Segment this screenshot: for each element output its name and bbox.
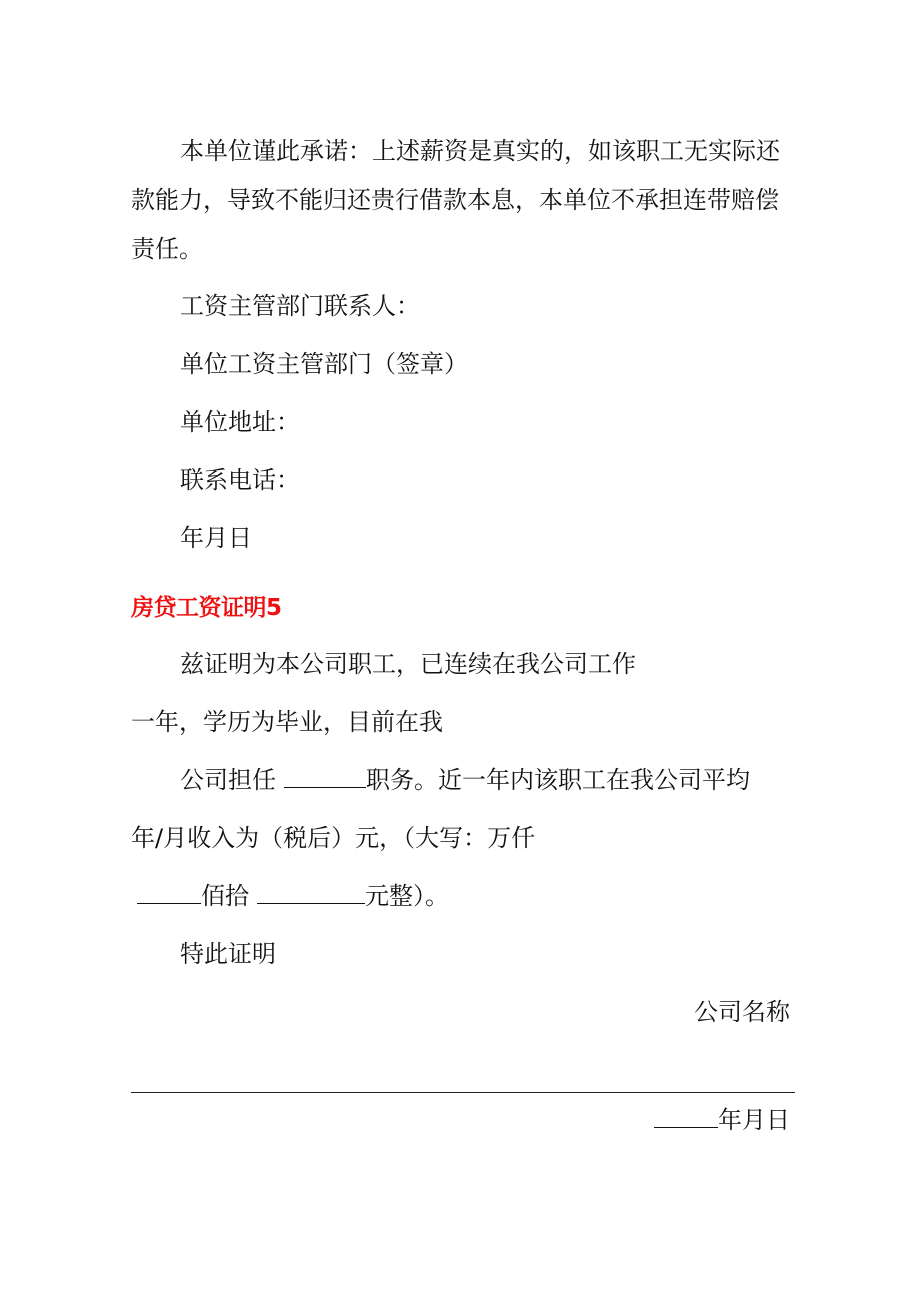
section-title: 房贷工资证明5 [131, 595, 282, 621]
cert-line-3-start: 公司担任 [180, 766, 276, 794]
commitment-line-1: 本单位谨此承诺：上述薪资是真实的，如该职工无实际还 [180, 137, 780, 165]
cert-line-5 [137, 880, 449, 912]
amount-blank [257, 881, 365, 904]
address-label: 单位地址： [180, 408, 300, 436]
position-blank [284, 765, 366, 788]
cert-line-4: 年/月收入为（税后）元，（大写：万仟 [131, 824, 536, 852]
date-line-2 [654, 1104, 790, 1136]
company-name-label: 公司名称 [694, 998, 790, 1026]
phone-label: 联系电话： [180, 466, 300, 494]
cert-line-3-end: 职务。近一年内该职工在我公司平均 [366, 766, 750, 794]
special-statement: 特此证明 [180, 940, 276, 968]
dept-seal-label: 单位工资主管部门（签章） [180, 350, 468, 378]
commitment-line-2: 款能力，导致不能归还贵行借款本息，本单位不承担连带赔偿 [131, 186, 779, 214]
commitment-line-3: 责任。 [131, 235, 203, 263]
contact-person-label: 工资主管部门联系人： [180, 292, 420, 320]
hundreds-blank [137, 881, 201, 904]
separator-line [131, 1092, 795, 1093]
cert-line-3 [180, 764, 750, 796]
date-label-1: 年月日 [180, 524, 252, 552]
cert-line-5-mid: 佰拾 [201, 882, 249, 910]
cert-line-5-end: 元整）。 [365, 882, 449, 910]
cert-line-2: 一年，学历为毕业，目前在我 [131, 708, 443, 736]
date-blank [654, 1105, 718, 1128]
cert-line-1: 兹证明为本公司职工，已连续在我公司工作 [180, 650, 636, 678]
date-label-2: 年月日 [718, 1106, 790, 1134]
